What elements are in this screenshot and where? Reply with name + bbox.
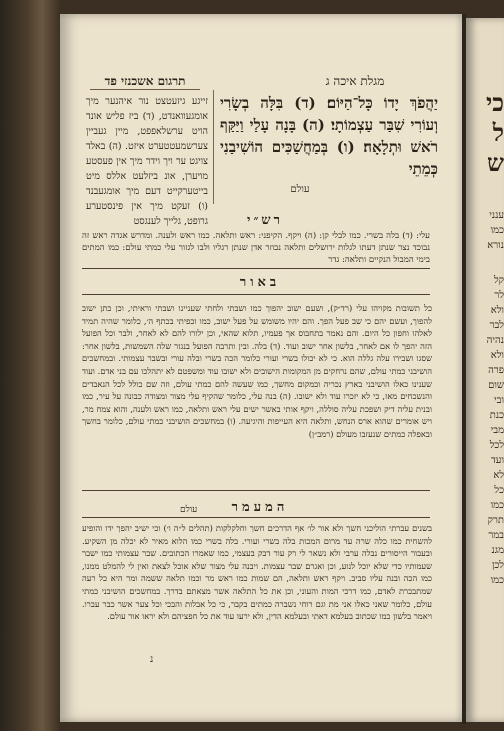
edge-line: ענני	[489, 210, 504, 221]
edge-line: שום	[488, 380, 504, 391]
edge-line: כנת	[489, 410, 504, 421]
edge-line: קל	[493, 275, 504, 286]
edge-big-line: ש	[487, 148, 504, 177]
edge-line: כמו	[490, 500, 504, 511]
biur-rule-under-title	[82, 294, 430, 295]
edge-line: לא	[493, 470, 504, 481]
biur-title: באור	[239, 275, 281, 290]
book-binding	[0, 0, 60, 731]
book-page	[60, 14, 462, 722]
edge-line: לכל	[489, 440, 504, 451]
edge-line: ובי	[494, 395, 504, 406]
biur-text: כל תשובות מקויהו עלי (רד״ק), ושעם ישוב יהפוך כמו ושבתי ולחתי שעניינו ושבתי וראיתי, וכן כתן ישוב להפוך, ועשם יהם כי שב פעל הפך. והם יהיו משומש על פעל ישוב, כמו וכפיתי בכתף ה׳, כלומר שהיה תמיד לאלהו וחפון כל היום. והם נאמר בתחבוס אך פעמיו, תלוא שהאי, וכן ילורו להם לא לאחר, ולבר וכל הפועל הזה יהפך לו אם לאחר, בלשון אחר ישוב ועוד. (ד) בלה. ובין ותרבה הפועל בנגזר שלה השמשות, בלשון אחר: שסגו ושבירו עלה גללה הוא. כי לא יכולו בשרי ועורי כלומר הכה בשרי ובלה עורי ובשבר עצמותי. ובמחשכים הושיבני כמתי עולם, שהם נרחקים מן המקומות הישובים ולא ישובו עוד ומשפטם לא יתהלכו עם בני אדם. ועוד שענינו כאלו הושיבני בארץ נכריה ובמקום מחשך, כמו שעשה להם כמתי עולם, וזה שם כולל לכל הנאבדים והנשכחים מאז, כי לא יזכרו עוד ולא ישובו. (ה) בנה עלי, כלומר שהקיף עלי מצור ומצודה כבונה על עיר, כמו ובנית עליה דיק ושפכת עליה סוללה, ויקף אותי באשר ישים עלי ראש ותלאה, כמו ראש ולענה, והוא צמח מר, ויש אומרים שהוא ארס הנחש, ותלאה היא העייפות והיגיעה. (ו) במחשכים הושיבני כמתי עולם, כלומר בחשך ובאפלה כמתים שנעזבו מעולם (רמב״ן)	[82, 303, 432, 439]
hamaamar-rule-under-title	[82, 517, 430, 518]
edge-line: תרק	[487, 515, 504, 526]
edge-big-line: ל	[492, 118, 504, 147]
edge-big-line: כי	[485, 88, 504, 117]
edge-line: ועד	[490, 455, 504, 466]
edge-line: לכן	[491, 560, 504, 571]
edge-line: לר	[494, 290, 504, 301]
edge-line: מגנ	[491, 545, 504, 556]
running-head: מגלת איכה ג	[325, 74, 385, 88]
edge-line: כמו	[490, 575, 504, 586]
edge-line: ולא	[490, 350, 504, 361]
hamaamar-title: המעמר	[231, 500, 289, 515]
edge-line: כמו	[490, 225, 504, 236]
edge-line: נהיה	[486, 335, 504, 346]
targum-title: תרגום אשכנזי פד	[90, 74, 200, 90]
rashi-text: עלי: (ד) בלה בשרי. כמו לבלי קן: (ה) ויקף. הקיפני: ראש ותלאה. כמו ראש ולענה. ומדרש אגדה ראש זה נבוכד נצר שנתן דעתו לגלות ירושלים ותלאה נבוזר אדן שנתן רגליו ולבו לגזור עלי כמתי עולם: כמו המתים בימי המבול הנקיים ותלאה: גדר	[82, 231, 430, 265]
hamaamar-text: בשנים עברתי הוליכני חשך ולא אור לו׳ אף הדרכים חשך וחלקלקות (תהלים ל״ה ו׳) וכי ישיב יהפך ידו והופיע להשחית כמו כלה שרה עד מרום המכות בלה בשרי ועורי. בלה בשרי כמו הלוא מאיר לא יכלה מן השקיע. ובעבור הייסורים נבלה ערבי ולא נשאר לי רק עור דבק בעצמי, כמו שאמרו הכתובים. שבר עצמותי כמו ישבר שעמותיו כדי שלא יוכל לנוע, וכן ואגרם שבר עצמות. ויבנה עלי מצור שלא אוכל לצאת ואין לי להמלט ממנו, כמו הכה ובנה עליו סביב. ויקף ראש ותלאה, הם שמות כמו ראש מר וכמו תלאה ששמה ומר היא כל רעה שמתבכרת לאדם, כמו דרכי המות והעוני, וכן את כל התלאה אשר מצאתם בדרך. במחשכים הושיבני כמתי עולם, כלומר שאני כאלו אני מת וגם רוחי נשברה כמתים בקבר, כי כל אבלות והבכי וכל צער אשר כבר עברו. ויאמר בלשון כמו שכתוב בעלמא דאתי ובעלמא הדין, ולא ירעו עוד את כל חפציהם ולא יראו אור עולם.	[82, 523, 432, 622]
verse-text: יַהֲפֹךְ יָדוֹ כָּל־הַיּוֹם׃ (ד) בִּלָּה בְשָׂרִי וְעוֹרִי שִׁבַּר עַצְמוֹתָי׃ (ה) בָּנָה עָלַי וַיַּקַּף רֹאשׁ וּתְלָאָה׃ (ו) בְּמַחֲשַׁכִּים הוֹשִׁיבַנִי כְּמֵתֵי	[220, 94, 438, 178]
edge-line: פרה	[488, 365, 504, 376]
edge-line: לבר	[489, 320, 504, 331]
page-number: נ	[150, 654, 154, 665]
biur-rule-top	[82, 268, 430, 269]
edge-line: כל	[494, 485, 504, 496]
column-divider	[213, 90, 214, 204]
edge-line: מבי	[490, 425, 504, 436]
edge-line: נורא	[487, 240, 504, 251]
targum-text: זייגע גיזעטצט נור איהנער מיך אומגעוואנדט, (ד) ביז פליש אונד הויט ערשלאפפט, מיין געביין צערשמעטטערט איזט. (ה) באלד צויגט ער ויך וידר מיך אין פעסטע מויערן, אונ ביזלעט אללס מיט בייטערקייט דעם מיך אומגעבנד (ו) זעקט מיך אין פינסטערע גרופט, גלייך לענגסט	[86, 96, 208, 227]
facing-page-edge	[466, 18, 504, 722]
verse-catchword: עולם	[290, 184, 310, 195]
hamaamar-rule-top	[82, 490, 430, 491]
edge-line: במר	[488, 530, 504, 541]
rashi-title: רש״י	[247, 213, 283, 228]
biur-catchword: עולם	[180, 505, 198, 515]
edge-line: ולא	[490, 305, 504, 316]
